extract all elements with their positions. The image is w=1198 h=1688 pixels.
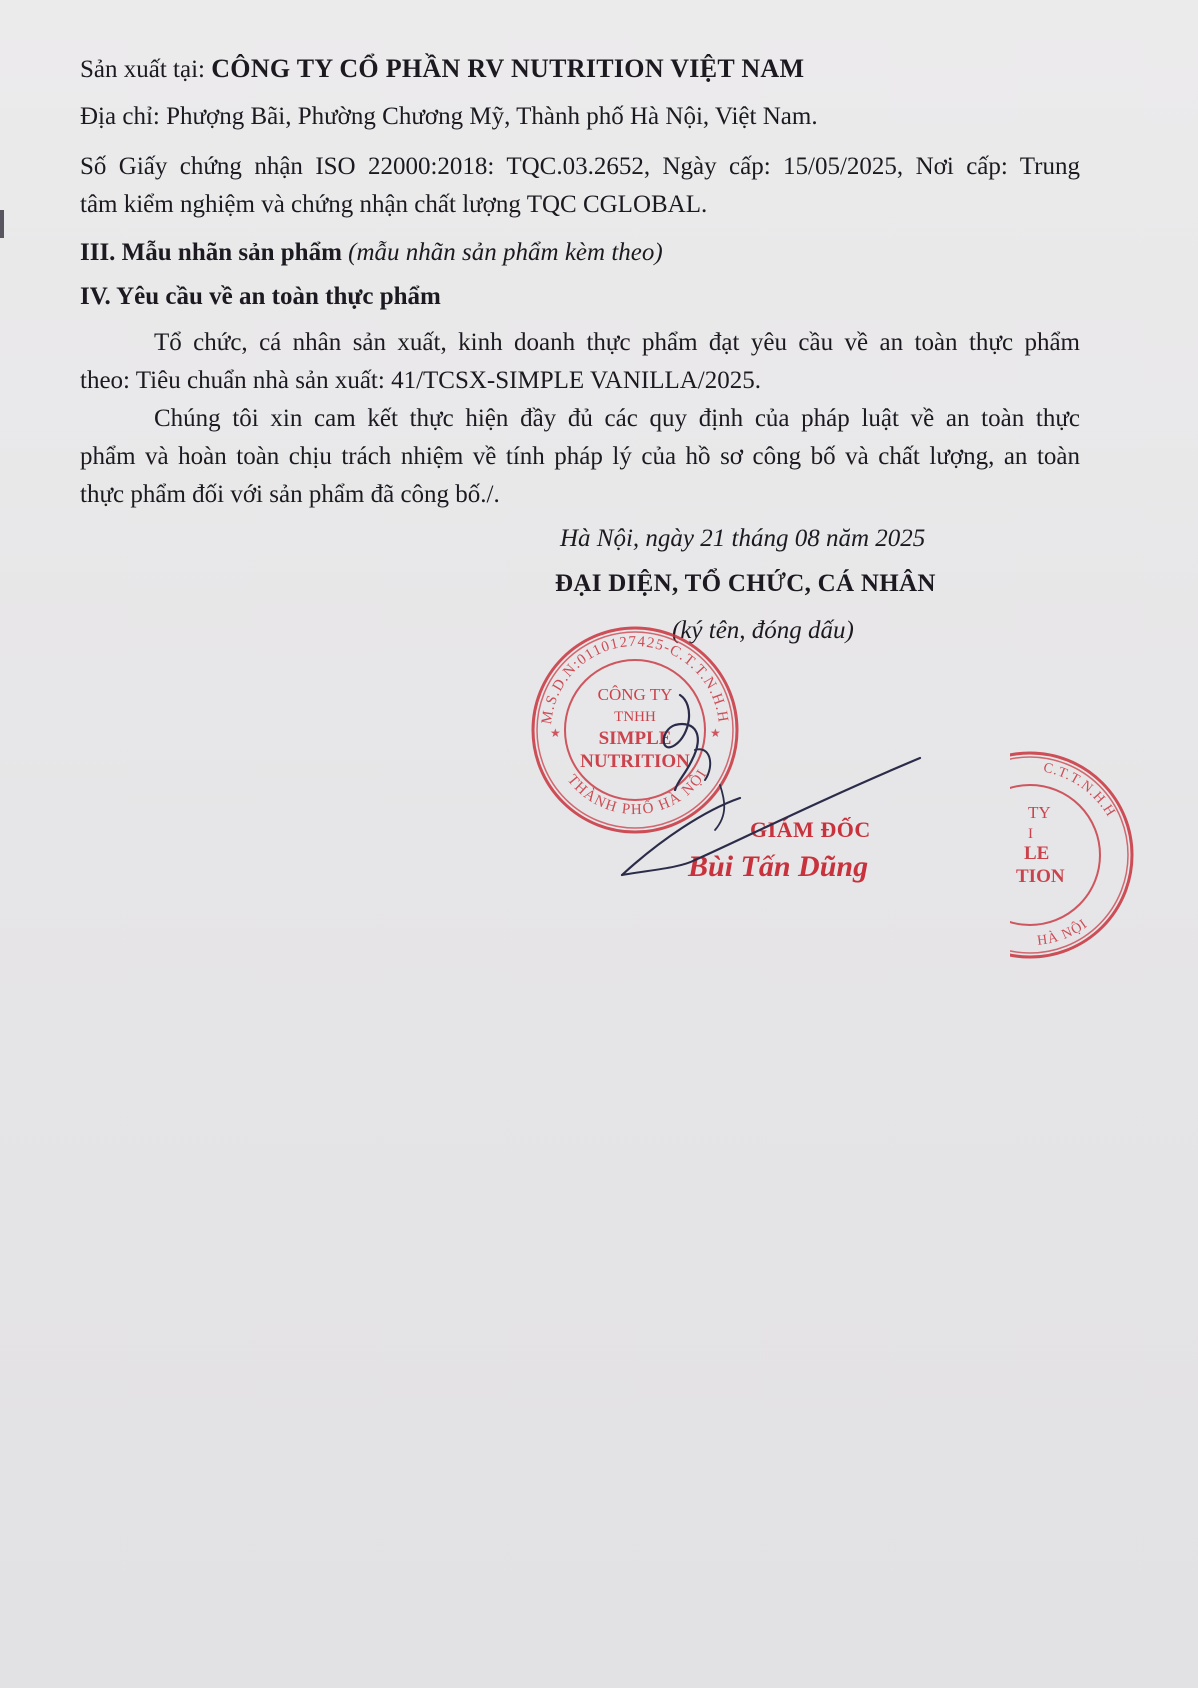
svg-text:C.T.T.N.H.H bbox=[1042, 761, 1118, 820]
partial-stamp-ring-text: C.T.T.N.H.H bbox=[1041, 760, 1119, 820]
manufacturer-label: Sản xuất tại: bbox=[80, 56, 212, 83]
stamp-line-2: TNHH bbox=[614, 709, 656, 725]
iso-line-2: tâm kiểm nghiệm và chứng nhận chất lượng TQC CGLOBAL. bbox=[80, 191, 708, 218]
para2-line-1: Chúng tôi xin cam kết thực hiện đầy đủ các quy định của pháp luật về an toàn thực bbox=[154, 405, 1080, 432]
para2-line-3: thực phẩm đối với sản phẩm đã công bố./. bbox=[80, 481, 500, 508]
para2-line-2: phẩm và hoàn toàn chịu trách nhiệm về tính pháp lý của hồ sơ công bố và chất lượng, an toàn bbox=[80, 443, 1080, 470]
partial-stamp bbox=[1010, 740, 1180, 970]
partial-stamp-line-2: I bbox=[1028, 826, 1033, 842]
page-edge-mark bbox=[0, 210, 4, 238]
section4-title: IV. Yêu cầu về an toàn thực phẩm bbox=[80, 283, 441, 310]
director-name: Bùi Tấn Dũng bbox=[688, 850, 869, 883]
manufacturer-line bbox=[80, 52, 1080, 87]
para1-line-1: Tổ chức, cá nhân sản xuất, kinh doanh thực phẩm đạt yêu cầu về an toàn thực phẩm bbox=[154, 329, 1080, 356]
partial-stamp-line-4: TION bbox=[1016, 866, 1065, 887]
stamp-line-4: NUTRITION bbox=[580, 751, 690, 772]
iso-line-1: Số Giấy chứng nhận ISO 22000:2018: TQC.03.2652, Ngày cấp: 15/05/2025, Nơi cấp: Trung bbox=[80, 153, 1080, 180]
partial-stamp-bottom-text: HÀ NỘI bbox=[1036, 916, 1091, 949]
stamp-bottom-text: THÀNH PHỐ HÀ NỘI bbox=[563, 766, 711, 819]
manufacturer-name: CÔNG TY CỔ PHẦN RV NUTRITION VIỆT NAM bbox=[211, 54, 805, 83]
address-line: Địa chỉ: Phượng Bãi, Phường Chương Mỹ, Thành phố Hà Nội, Việt Nam. bbox=[80, 103, 818, 130]
stamp-ring-text: M.S.D.N:0110127425-C.T.T.N.H.H bbox=[538, 633, 731, 726]
partial-stamp-line-3: LE bbox=[1024, 843, 1050, 864]
partial-stamp-line-1: TY bbox=[1028, 803, 1051, 822]
stamp-line-3: SIMPLE bbox=[598, 728, 672, 749]
para1-line-2: theo: Tiêu chuẩn nhà sản xuất: 41/TCSX-SIMPLE VANILLA/2025. bbox=[80, 367, 762, 394]
section3-heading bbox=[80, 236, 1080, 270]
stamp-star-left-icon: ★ bbox=[550, 726, 561, 740]
sign-note: (ký tên, đóng dấu) bbox=[672, 617, 854, 644]
stamp-star-right-icon: ★ bbox=[710, 726, 721, 740]
stamp-line-1: CÔNG TY bbox=[597, 685, 673, 704]
section3-title: III. Mẫu nhãn sản phẩm bbox=[80, 239, 342, 266]
signature-date: Hà Nội, ngày 21 tháng 08 năm 2025 bbox=[560, 525, 926, 552]
handwritten-signature bbox=[620, 690, 930, 890]
representative-title: ĐẠI DIỆN, TỔ CHỨC, CÁ NHÂN bbox=[555, 570, 936, 597]
section3-note: (mẫu nhãn sản phẩm kèm theo) bbox=[341, 239, 663, 266]
director-title: GIÁM ĐỐC bbox=[750, 817, 871, 842]
